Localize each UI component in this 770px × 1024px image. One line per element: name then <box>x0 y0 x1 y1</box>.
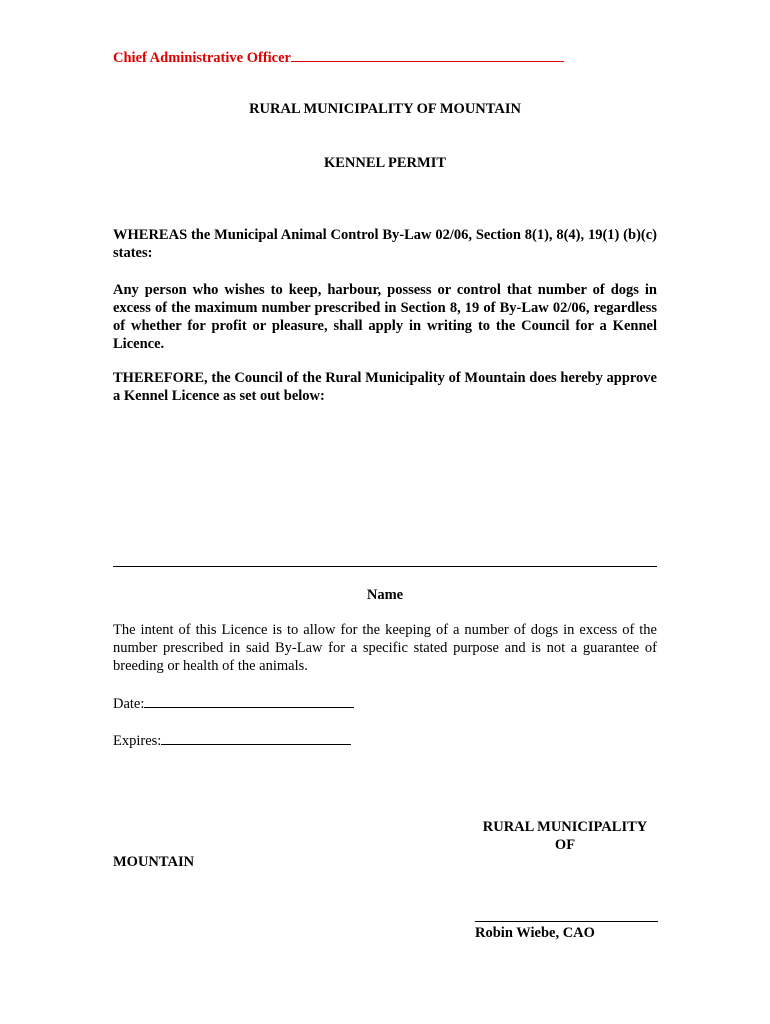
signer-name: Robin Wiebe, CAO <box>475 925 595 941</box>
signature-line <box>475 921 658 922</box>
whereas-paragraph: WHEREAS the Municipal Animal Control By-Law 02/06, Section 8(1), 8(4), 19(1) (b)(c) states: <box>113 227 657 261</box>
bylaw-quote-paragraph: Any person who wishes to keep, harbour, possess or control that number of dogs in excess of the maximum number prescribed in Section 8, 19 of By-Law 02/06, regardless of whether for profit or pleasure, shall apply in writing to the Council for a Kennel Licence. <box>113 282 657 352</box>
name-entry-line <box>113 566 657 567</box>
expires-label: Expires: <box>113 733 162 749</box>
date-entry-line <box>144 693 354 708</box>
mountain-label: MOUNTAIN <box>113 854 195 870</box>
therefore-paragraph: THEREFORE, the Council of the Rural Municipality of Mountain does hereby approve a Kennel Licence as set out below: <box>113 370 657 404</box>
rm-signature-block <box>472 818 658 854</box>
rm-line1: RURAL MUNICIPALITY <box>482 819 648 835</box>
date-label: Date: <box>113 696 145 712</box>
date-field <box>113 693 354 713</box>
cao-label: Chief Administrative Officer <box>113 50 291 66</box>
expires-field <box>113 730 351 750</box>
permit-title: KENNEL PERMIT <box>323 155 447 171</box>
rm-line2: OF <box>554 837 576 853</box>
expires-entry-line <box>161 730 351 745</box>
cao-signature-line <box>291 47 564 62</box>
cao-signature-field <box>113 47 564 67</box>
licence-intent-paragraph: The intent of this Licence is to allow for the keeping of a number of dogs in excess of the number prescribed in said By-Law for a specific stated purpose and is not a guarantee of breeding or health of the animals. <box>113 622 657 674</box>
name-label: Name <box>366 587 404 603</box>
municipality-title: RURAL MUNICIPALITY OF MOUNTAIN <box>249 101 521 117</box>
